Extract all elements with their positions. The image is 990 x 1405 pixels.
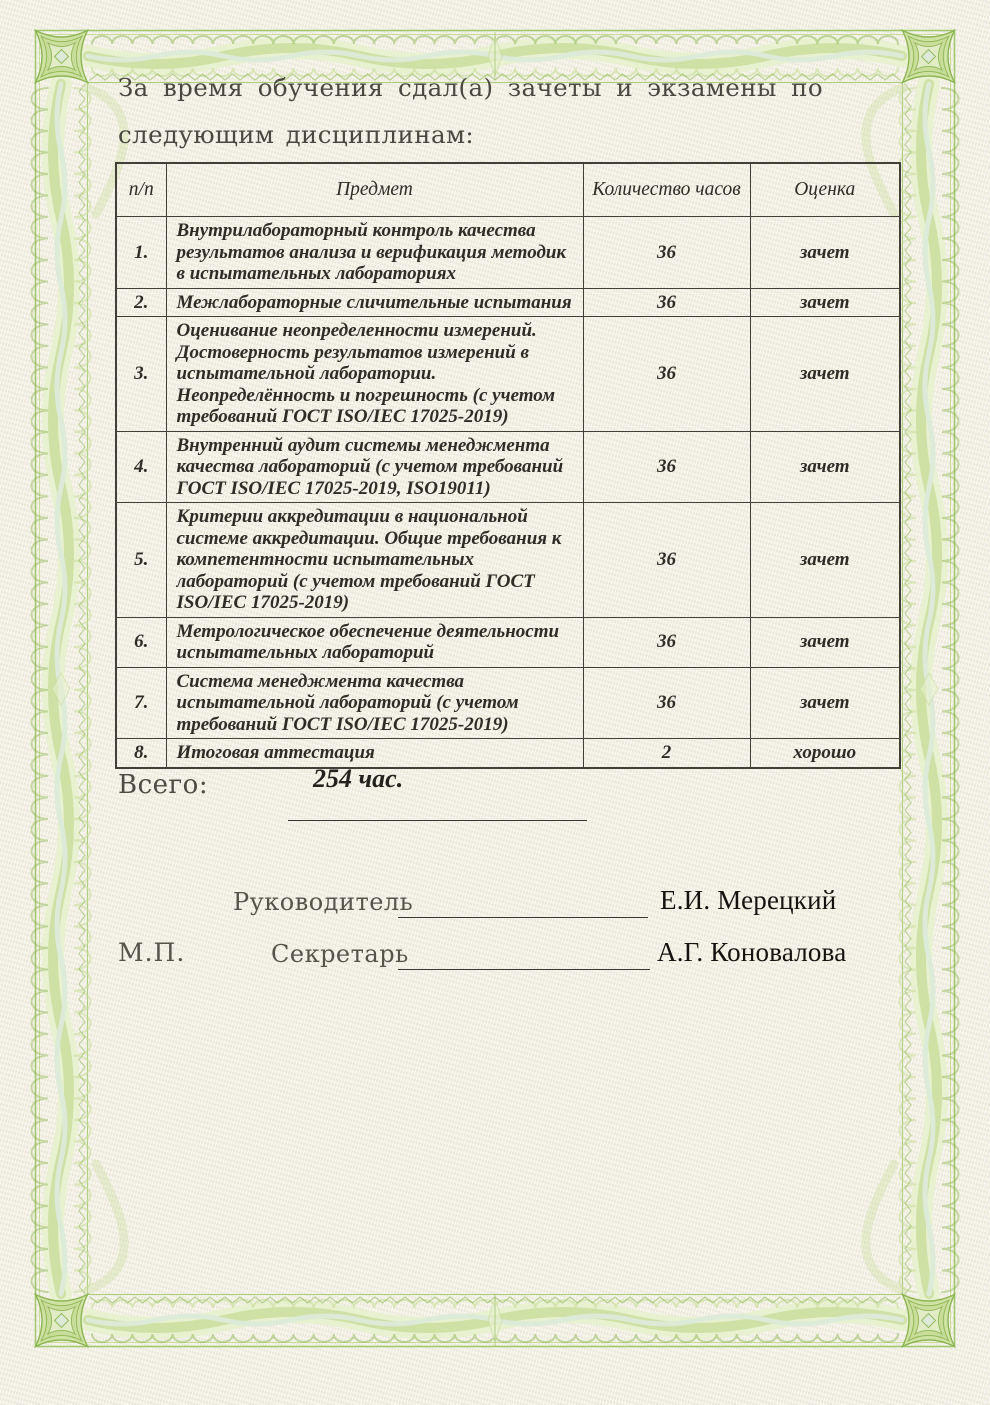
hours-cell: 36 [583,667,750,739]
subject-cell: Оценивание неопределенности измерений. Достоверность результатов измерений в испытательной лаборатории. Неопределённость и погрешность (с учетом требований ГОСТ ISO/IEC 17025-2019) [166,317,583,432]
page-title: За время обучения сдал(а) зачеты и экзамены по следующим дисциплинам: [118,73,823,149]
subject-cell: Внутренний аудит системы менеджмента качества лабораторий (с учетом требований ГОСТ ISO/IEC 17025-2019, ISO19011) [166,431,583,503]
subject-cell: Внутрилабораторный контроль качества результатов анализа и верификация методик в испытательных лабораториях [166,217,583,289]
column-header-num: п/п [116,163,166,217]
secretary-signature-name: А.Г. Коновалова [657,937,847,967]
hours-cell: 2 [583,739,750,768]
grade-cell: зачет [750,503,900,618]
table-row [116,431,900,503]
table-row [116,739,900,768]
row-number-cell: 6. [116,617,166,667]
hours-cell: 36 [583,431,750,503]
table-row [116,617,900,667]
secretary-signature-label: Секретарь [271,940,409,968]
grade-cell: зачет [750,288,900,317]
row-number-cell: 8. [116,739,166,768]
grade-cell: зачет [750,317,900,432]
table-row [116,317,900,432]
table-header-row [116,163,900,217]
row-number-cell: 1. [116,217,166,289]
secretary-signature-line [398,969,650,970]
grade-cell: зачет [750,431,900,503]
subject-cell: Критерии аккредитации в национальной системе аккредитации. Общие требования к компетентности испытательных лабораторий (с учетом требований ГОСТ ISO/IEC 17025-2019) [166,503,583,618]
hours-cell: 36 [583,503,750,618]
stamp-place-label: М.П. [118,938,186,967]
grades-table [115,162,901,769]
grade-cell: хорошо [750,739,900,768]
grade-cell: зачет [750,617,900,667]
total-hours-value: 254 час. [313,764,404,793]
subject-cell: Метрологическое обеспечение деятельности испытательных лабораторий [166,617,583,667]
subject-cell: Система менеджмента качества испытательной лабораторий (с учетом требований ГОСТ ISO/IEC 17025-2019) [166,667,583,739]
row-number-cell: 5. [116,503,166,618]
row-number-cell: 7. [116,667,166,739]
row-number-cell: 4. [116,431,166,503]
hours-cell: 36 [583,288,750,317]
hours-cell: 36 [583,217,750,289]
head-signature-name: Е.И. Мерецкий [660,885,837,915]
table-row [116,288,900,317]
row-number-cell: 3. [116,317,166,432]
table-row [116,667,900,739]
total-underline [288,820,587,821]
head-signature-label: Руководитель [233,888,414,916]
column-header-subject: Предмет [166,163,583,217]
subject-cell: Итоговая аттестация [166,739,583,768]
column-header-grade: Оценка [750,163,900,217]
column-header-hours: Количество часов [583,163,750,217]
hours-cell: 36 [583,617,750,667]
head-signature-line [398,917,648,918]
grade-cell: зачет [750,667,900,739]
table-row [116,503,900,618]
hours-cell: 36 [583,317,750,432]
total-label: Всего: [118,770,209,800]
subject-cell: Межлабораторные сличительные испытания [166,288,583,317]
row-number-cell: 2. [116,288,166,317]
table-row [116,217,900,289]
grade-cell: зачет [750,217,900,289]
